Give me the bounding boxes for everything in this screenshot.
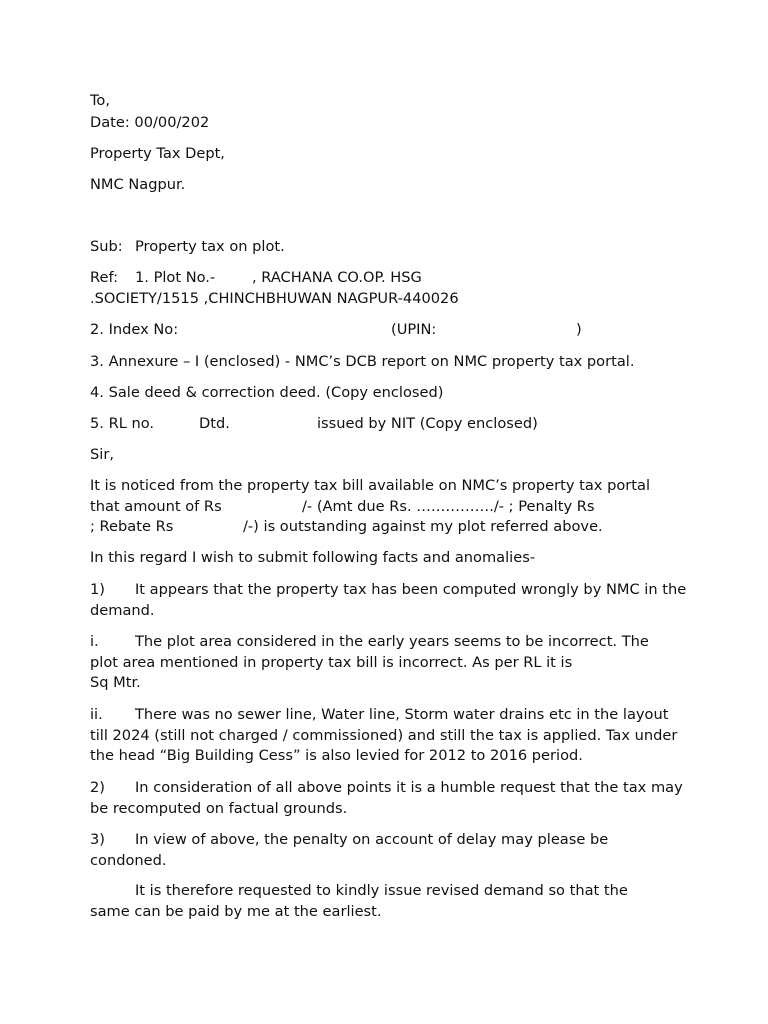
reference-label: Ref:	[90, 269, 118, 286]
upin-close: )	[576, 321, 582, 338]
item-i	[90, 632, 670, 694]
item-ii	[90, 705, 690, 767]
sale-deed-line: 4. Sale deed & correction deed. (Copy enclosed)	[90, 384, 444, 401]
recipient-dept: Property Tax Dept,	[90, 145, 225, 162]
notice-para-line1: It is noticed from the property tax bill available on NMC’s property tax portal	[90, 477, 650, 494]
item-3	[90, 830, 650, 871]
subject-label: Sub:	[90, 238, 123, 255]
notice-para-outstanding: /-) is outstanding against my plot referred above.	[243, 518, 603, 535]
annexure-line: 3. Annexure – I (enclosed) - NMC’s DCB report on NMC property tax portal.	[90, 353, 635, 370]
facts-intro: In this regard I wish to submit following facts and anomalies-	[90, 549, 536, 566]
closing-para	[90, 881, 665, 922]
rl-issued-text: issued by NIT (Copy enclosed)	[317, 415, 538, 432]
reference-society: , RACHANA CO.OP. HSG	[252, 269, 422, 286]
item-1-number: 1)	[90, 581, 105, 598]
salutation: Sir,	[90, 446, 114, 463]
item-i-unit: Sq Mtr.	[90, 674, 141, 692]
item-1	[90, 580, 690, 621]
item-i-number: i.	[90, 633, 99, 650]
item-2	[90, 778, 690, 819]
upin-label: (UPIN:	[391, 321, 437, 338]
item-ii-number: ii.	[90, 706, 103, 723]
reference-address: .SOCIETY/1515 ,CHINCHBHUWAN NAGPUR-440026	[90, 290, 459, 307]
index-no-label: 2. Index No:	[90, 321, 179, 338]
date-line: Date: 00/00/202	[90, 114, 210, 131]
subject-text: Property tax on plot.	[135, 238, 285, 255]
rl-dtd-label: Dtd.	[199, 415, 230, 432]
notice-para-amount: that amount of Rs	[90, 498, 222, 515]
reference-plot-no: 1. Plot No.-	[135, 269, 216, 286]
item-2-number: 2)	[90, 779, 105, 796]
item-ii-text: There was no sewer line, Water line, Storm water drains etc in the layout till 2024 (still not charged / commissioned) and still the tax is applied. Tax under the head “Big Building Cess” is also levied for 2012 to 2016 period.	[90, 706, 678, 765]
closing-text: It is therefore requested to kindly issue revised demand so that the same can be paid by me at the earliest.	[90, 882, 628, 920]
item-2-text: In consideration of all above points it is a humble request that the tax may be recomputed on factual grounds.	[90, 779, 683, 817]
item-1-text: It appears that the property tax has been computed wrongly by NMC in the demand.	[90, 581, 687, 619]
recipient-office: NMC Nagpur.	[90, 176, 186, 193]
notice-para-rebate: ; Rebate Rs	[90, 518, 174, 535]
to-line: To,	[90, 92, 111, 109]
item-3-number: 3)	[90, 831, 105, 848]
item-i-text: The plot area considered in the early years seems to be incorrect. The plot area mentioned in property tax bill is incorrect. As per RL it is	[90, 633, 649, 671]
notice-para-amount-due: /- (Amt due Rs. ……………./- ; Penalty Rs	[302, 498, 595, 515]
rl-no-label: 5. RL no.	[90, 415, 155, 432]
item-3-text: In view of above, the penalty on account of delay may please be condoned.	[90, 831, 609, 869]
